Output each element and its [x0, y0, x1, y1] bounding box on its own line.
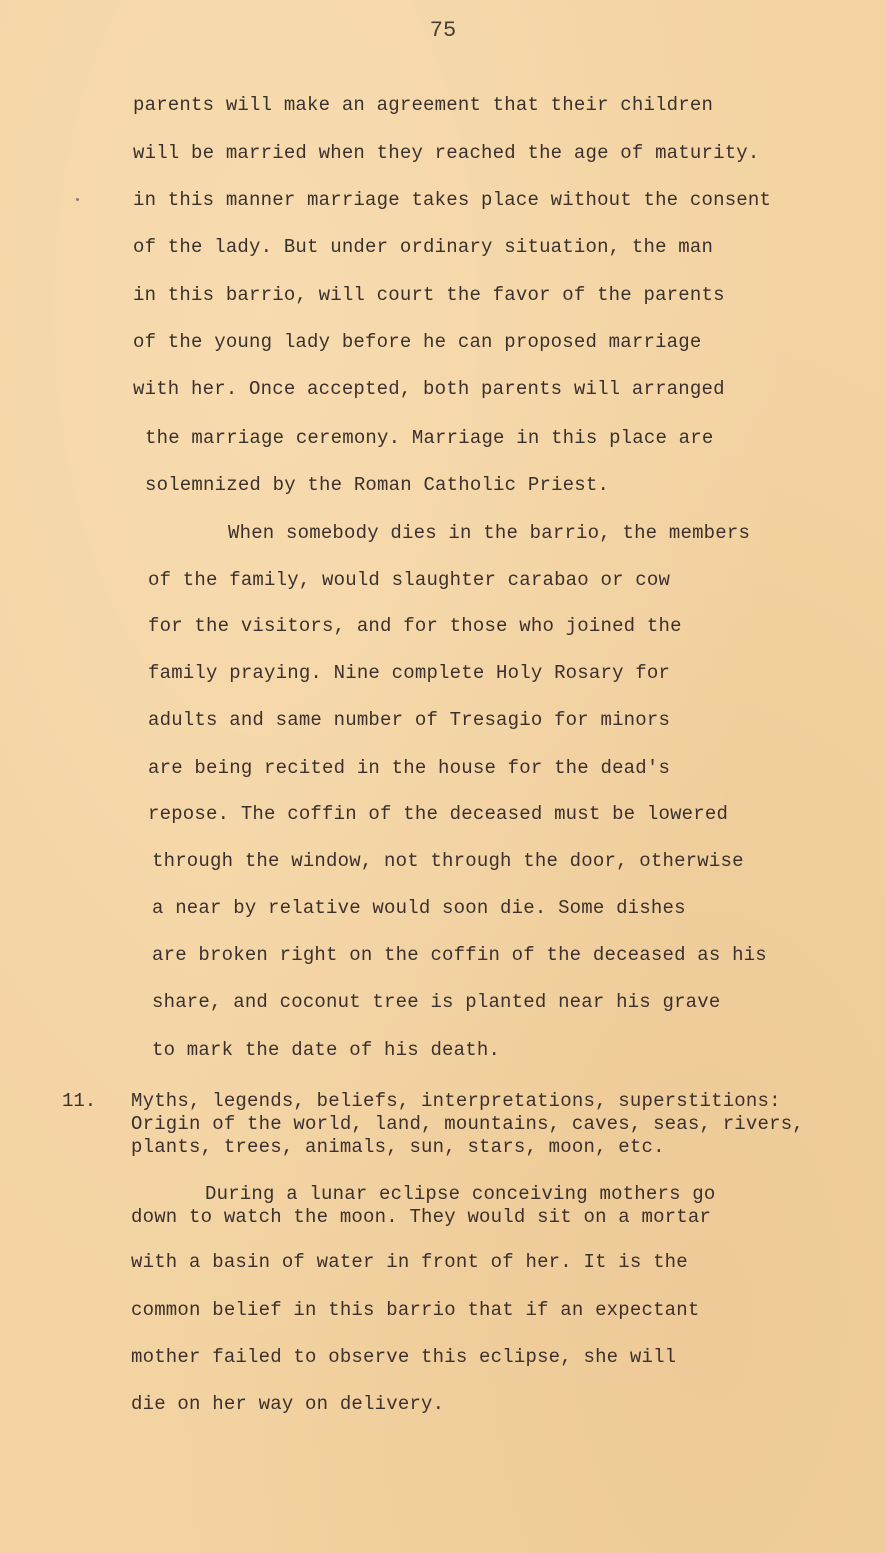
text-line: common belief in this barrio that if an expectant [131, 1299, 700, 1321]
text-line: with her. Once accepted, both parents will arranged [133, 378, 725, 400]
text-line: with a basin of water in front of her. It is the [131, 1251, 688, 1273]
text-line: adults and same number of Tresagio for minors [148, 709, 671, 731]
text-line: are broken right on the coffin of the deceased as his [152, 944, 767, 966]
text-line: When somebody dies in the barrio, the members [228, 522, 751, 544]
text-line: of the lady. But under ordinary situation, the man [133, 236, 714, 258]
text-line: to mark the date of his death. [152, 1039, 501, 1061]
text-line: repose. The coffin of the deceased must be lowered [148, 803, 729, 825]
stray-mark [76, 198, 79, 201]
text-line: a near by relative would soon die. Some dishes [152, 897, 686, 919]
text-line: the marriage ceremony. Marriage in this place are [145, 427, 714, 449]
text-line: die on her way on delivery. [131, 1393, 445, 1415]
page-number: 75 [429, 18, 457, 43]
text-line: of the family, would slaughter carabao or cow [148, 569, 671, 591]
text-line: will be married when they reached the age of maturity. [133, 142, 760, 164]
text-line: through the window, not through the door, otherwise [152, 850, 744, 872]
text-line: of the young lady before he can proposed marriage [133, 331, 702, 353]
text-line: in this barrio, will court the favor of the parents [133, 284, 725, 306]
section-number: 11. [62, 1090, 97, 1112]
text-line: are being recited in the house for the dead's [148, 757, 671, 779]
text-line: mother failed to observe this eclipse, she will [131, 1346, 677, 1368]
text-line: solemnized by the Roman Catholic Priest. [145, 474, 610, 496]
text-line: share, and coconut tree is planted near his grave [152, 991, 721, 1013]
text-line: for the visitors, and for those who joined the [148, 615, 682, 637]
section-heading-line: Origin of the world, land, mountains, caves, seas, rivers, [131, 1113, 804, 1135]
text-line: in this manner marriage takes place without the consent [133, 189, 772, 211]
text-line: down to watch the moon. They would sit on a mortar [131, 1206, 712, 1228]
text-line: family praying. Nine complete Holy Rosary for [148, 662, 671, 684]
section-heading-line: Myths, legends, beliefs, interpretations, superstitions: [131, 1090, 781, 1112]
section-heading-line: plants, trees, animals, sun, stars, moon, etc. [131, 1136, 665, 1158]
text-line: During a lunar eclipse conceiving mothers go [205, 1183, 716, 1205]
text-line: parents will make an agreement that their children [133, 94, 714, 116]
